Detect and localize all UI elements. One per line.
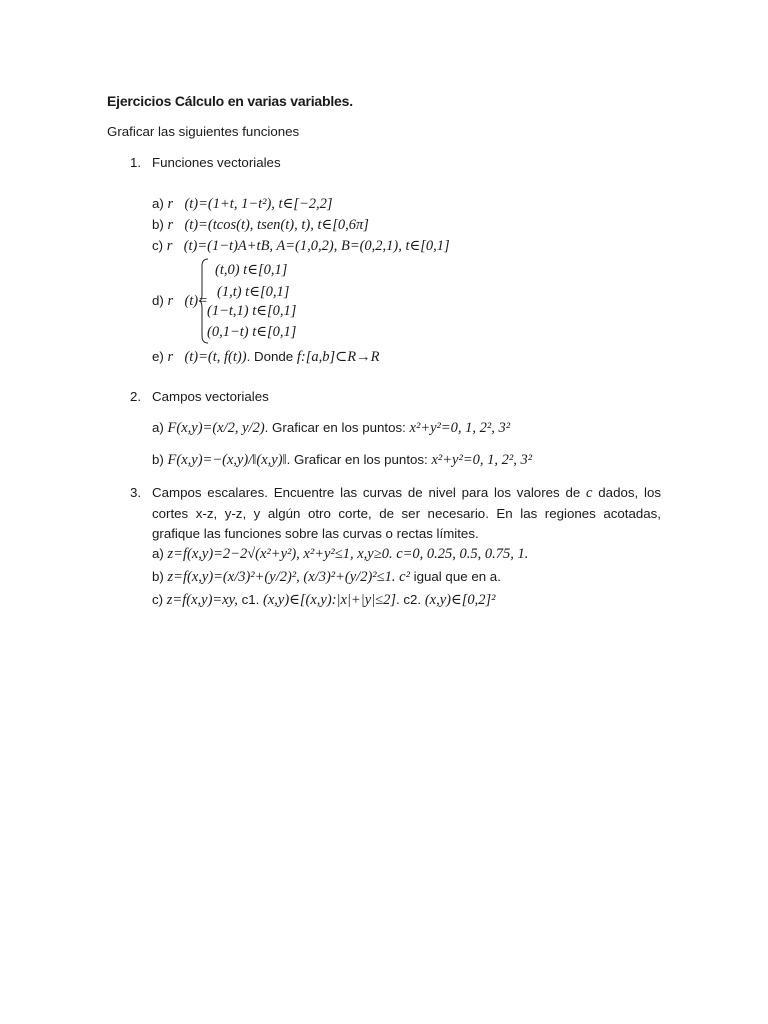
item-2a-math: F(x,y)=(x/2, y/2) xyxy=(167,420,265,436)
item-3c xyxy=(152,592,495,608)
section-2-number: 2. xyxy=(130,389,142,404)
section-3-number: 3. xyxy=(130,485,142,500)
piecewise-case-1: (t,0) t∈[0,1] xyxy=(215,262,288,278)
item-1d-lhs: r⃗(t)= xyxy=(167,293,208,309)
item-1e xyxy=(152,349,380,365)
document-title: Ejercicios Cálculo en varias variables. xyxy=(107,93,353,109)
section-3-heading-part-2: dados, los cortes x-z, y-z, y algún otro corte, de ser necesario. En las regiones acotadas, grafique las funciones sobre las curvas o rectas límites. xyxy=(152,485,661,541)
item-2b xyxy=(152,452,532,468)
item-2a xyxy=(152,420,510,436)
item-3a-label: a) xyxy=(152,546,164,561)
item-3b-label: b) xyxy=(152,569,164,584)
item-1c-math: r⃗(t)=(1−t)A+tB, A=(1,0,2), B=(0,2,1), t∈[0,1] xyxy=(166,238,450,254)
item-1a xyxy=(152,196,333,212)
item-1b-math: r⃗(t)=(tcos(t), tsen(t), t), t∈[0,6π] xyxy=(167,217,369,233)
item-3c-math3: (x,y)∈[0,2]² xyxy=(424,592,496,608)
item-3c-text2: . c2. xyxy=(395,592,425,607)
item-3b-text: igual que en a. xyxy=(409,569,501,584)
item-3b xyxy=(152,569,501,585)
item-1b xyxy=(152,217,369,233)
intro-text: Graficar las siguientes funciones xyxy=(107,124,300,139)
item-2b-math2: x²+y²=0, 1, 2², 3² xyxy=(431,452,533,468)
item-3b-math2: c² xyxy=(399,569,410,585)
item-1e-label: e) xyxy=(152,349,164,364)
item-3c-text1: c1. xyxy=(237,592,264,607)
item-1e-math: r⃗(t)=(t, f(t)) xyxy=(167,349,247,365)
item-3b-math: z=f(x,y)=(x/3)²+(y/2)², (x/3)²+(y/2)²≤1. xyxy=(167,569,396,585)
item-3c-math2: (x,y)∈[(x,y):|x|+|y|≤2] xyxy=(263,592,396,608)
item-2a-label: a) xyxy=(152,420,164,435)
item-2a-math2: x²+y²=0, 1, 2², 3² xyxy=(409,420,511,436)
section-3-heading-part-1: Campos escalares. Encuentre las curvas de nivel para los valores de xyxy=(152,485,587,500)
section-3-heading-c: c xyxy=(586,485,593,501)
section-1-heading: Funciones vectoriales xyxy=(152,155,281,170)
item-1a-label: a) xyxy=(152,196,164,211)
item-1c-label: c) xyxy=(152,238,164,253)
item-3a xyxy=(152,546,528,562)
item-3a-math: z=f(x,y)=2−2√(x²+y²), x²+y²≤1, x,y≥0. c=0, 0.25, 0.5, 0.75, 1. xyxy=(167,546,529,562)
item-1c xyxy=(152,238,450,254)
item-1b-label: b) xyxy=(152,217,164,232)
section-2-heading: Campos vectoriales xyxy=(152,389,269,404)
item-2b-label: b) xyxy=(152,452,164,467)
item-1e-math2: f:[a,b]⊂R→R xyxy=(296,349,380,365)
piecewise-case-2: (1,t) t∈[0,1] xyxy=(217,284,290,300)
item-3c-label: c) xyxy=(152,592,164,607)
piecewise-case-4: (0,1−t) t∈[0,1] xyxy=(207,324,297,340)
section-1-number: 1. xyxy=(130,155,142,170)
item-2a-text: . Graficar en los puntos: xyxy=(264,420,406,435)
item-1e-text: . Donde xyxy=(246,349,297,364)
item-2b-math: F(x,y)=−(x,y)/‖(x,y)‖ xyxy=(167,452,287,468)
item-1a-math: r⃗(t)=(1+t, 1−t²), t∈[−2,2] xyxy=(167,196,333,212)
item-2b-text: . Graficar en los puntos: xyxy=(286,452,428,467)
item-1d-label: d) xyxy=(152,293,164,308)
piecewise-case-3: (1−t,1) t∈[0,1] xyxy=(207,303,297,319)
section-3-heading xyxy=(152,483,661,545)
item-3c-math: z=f(x,y)=xy, xyxy=(166,592,238,608)
